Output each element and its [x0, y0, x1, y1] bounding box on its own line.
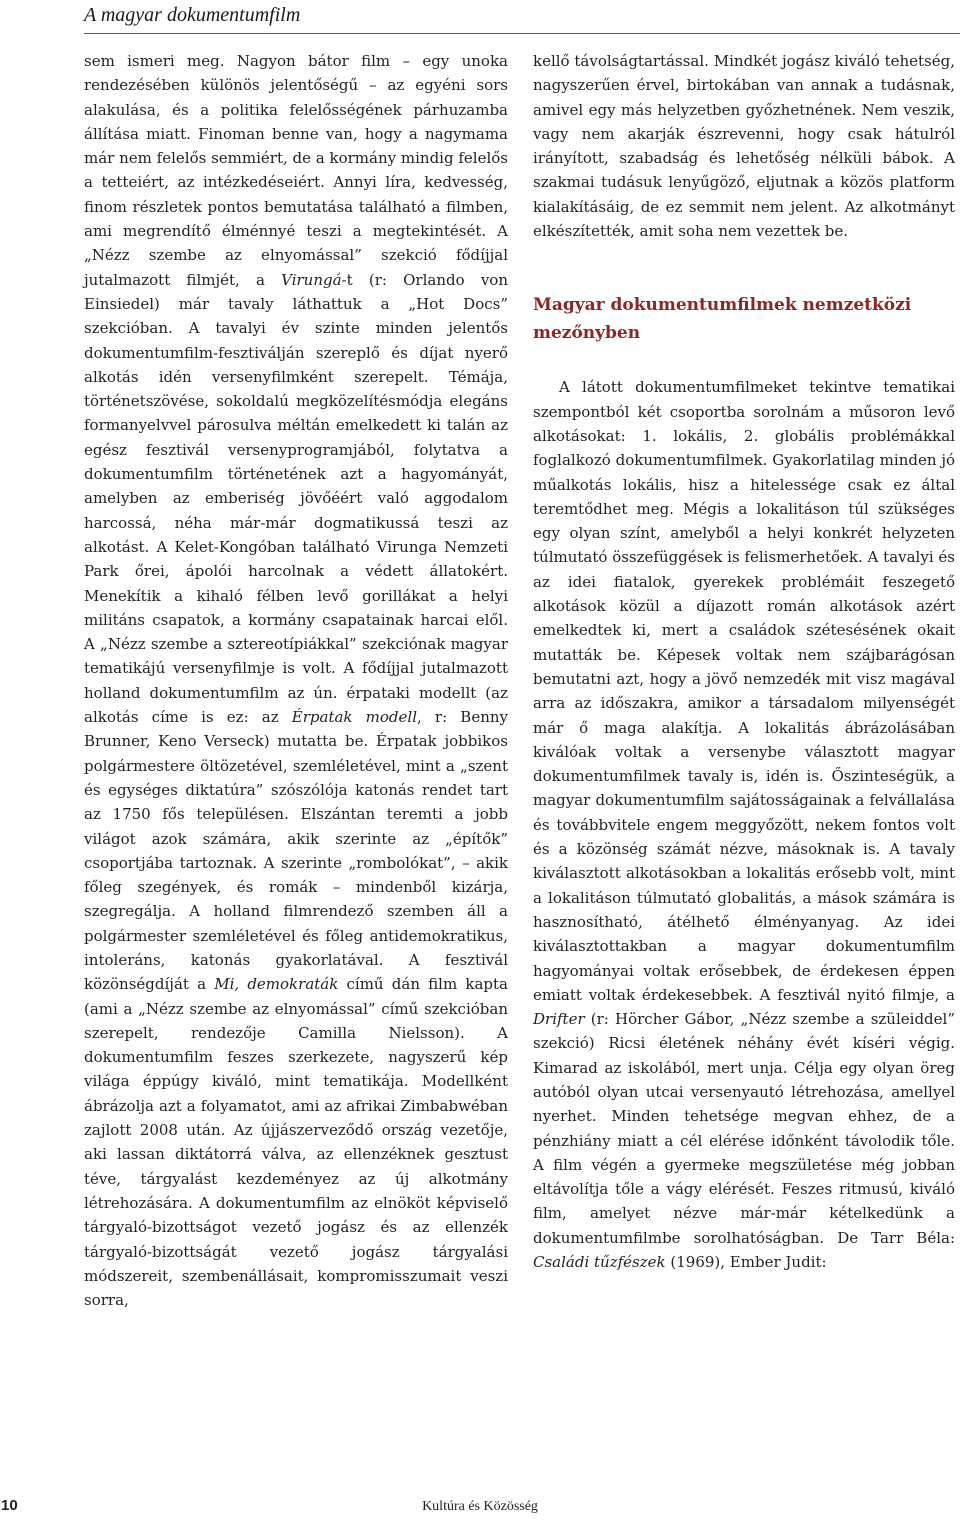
text-run: , r: Benny Brunner, Keno Verseck) mutatta be. Érpatak jobbikos polgármestere öltözetével, szemléletével, mint a „szent és egységes diktatúra” szószólója katonás rendet tart az 1750 fős településen. Elszántan teremti a jobb világot azok számára, akik szerinte az „építők” csoportjába tartoznak. A szerinte „rombolókat”, – akik főleg szegények, és romák – mindenből kizárja, szegregálja. A holland filmrendező szemben áll a polgármester szemléletével és főleg antidemokratikus, intoleráns, katonás gyakorlatával. A fesztivál közönségdíját a	[84, 708, 508, 994]
left-body-paragraph	[84, 49, 508, 1312]
film-title-virunga: Virungá	[281, 270, 342, 289]
right-body-paragraph	[533, 375, 955, 1274]
section-heading: Magyar dokumentumfilmek nemzetközi mezőnyben	[533, 295, 912, 344]
page-footer	[0, 1497, 960, 1523]
film-title-erpatak: Érpatak modell	[291, 708, 417, 727]
right-column	[533, 49, 955, 1274]
left-column	[84, 49, 508, 1312]
text-run: (1969), Ember Judit:	[665, 1253, 827, 1272]
running-title: A magyar dokumentumfilm	[84, 4, 301, 26]
text-run: című dán film kapta (ami a „Nézz szembe az elnyomással” című szekcióban szerepelt, rendezője Camilla Nielsson). A dokumentumfilm feszes szerkezete, nagyszerű kép világa éppúgy kiváló, mint tematikája. Modellként ábrázolja azt a folyamatot, ami az afrikai Zimbabwéban zajlott 2008 után. Az újjászerveződő ország vezetője, aki lassan diktátorrá válva, az ellenzéknek gesztust téve, tárgyalást kezdeményez az új alkotmány létrehozására. A dokumentumfilm az elnököt képviselő tárgyaló-bizottságot vezető jogász és az ellenzék tárgyaló-bizottságát vezető jogász tárgyalási módszereit, szembenállásait, kompromisszumait veszi sorra,	[84, 975, 508, 1310]
running-header	[84, 0, 960, 34]
text-run: -t (r: Orlando von Einsiedel) már tavaly láthattuk a „Hot Docs” szekcióban. A tavalyi év szinte minden jelentős dokumentumfilm-fesztiválján szereplő és díjat nyerő alkotás idén versenyfilmként szerepelt. Témája, történetszövése, sokoldalú megközelítésmódja elegáns formanyelvvel párosulva méltán emelkedett ki talán az egész fesztivál versenyprogramjából, folytatva a dokumentumfilm történetének azt a hagyományát, amelyben az emberiség jövőéért való aggodalom harcossá, néha már-már dogmatikussá teszi az alkotást. A Kelet-Kongóban található Virunga Nemzeti Park őrei, ápolói harcolnak a védett állatokért. Menekítik a kihaló félben levő gorillákat a helyi militáns csapatok, a kormány csapatainak harcai elől. A „Nézz szembe a sztereotípiákkal” szekciónak magyar tematikájú versenyfilmje is volt. A fődíjjal jutalmazott holland dokumentumfilm az ún. érpataki modellt (az alkotás címe is ez: az	[84, 270, 508, 727]
text-run: A látott dokumentumfilmeket tekintve tematikai szempontból két csoportba sorolnám a műsoron levő alkotásokat: 1. lokális, 2. globális problémákkal foglalkozó dokumentumfilmek. Gyakorlatilag minden jó műalkotás lokális, hisz a hitelessége csak ez által teremtődhet meg. Mégis a lokalitáson túl szükséges egy olyan színt, amelyből a helyi konkrét helyzeten túlmutató összefüggések is felismerhetőek. A tavalyi és az idei fiatalok, gyerekek problémáit feszegető alkotások közül a díjazott román alkotások azért emelkedtek ki, mert a családok szétesésének okait mutatták be. Képesek voltak nem szájbarágósan bemutatni azt, hogy a jövő nemzedék mit visz magával arra az időszakra, amikor a társadalom milyenségét már ő maga alakítja. A lokalitás ábrázolásában kiválóak voltak a versenybe választott magyar dokumentumfilmek tavaly is, idén is. Őszinteségük, a magyar dokumentumfilm sajátosságainak a felvállalása és továbbvitele engem meggyőzött, nekem fontos volt és a közönség számát nézve, másoknak is. A tavaly kiválasztott alkotásokban a lokalitás erősebb volt, mint a lokalitáson túlmutató globalitás, a mások számára is hasznosítható, átélhető élményanyag. Az idei kiválasztottakban a magyar dokumentumfilm hagyományai voltak erősebbek, de érdekesen éppen emiatt voltak érdekesebbek. A fesztivál nyitó filmje, a	[533, 378, 955, 1004]
film-title-drifter: Drifter	[533, 1010, 585, 1029]
right-continued-paragraph: kellő távolságtartással. Mindkét jogász kiváló tehetség, nagyszerűen érvel, birtokában van annak a tudásnak, amivel egy más helyzetben győzhetnének. Nem veszik, vagy nem akarják észrevenni, hogy csak hátulról irányított, szabadság és lehetőség nélküli bábok. A szakmai tudásuk lenyűgöző, eljutnak a közös platform kialakításáig, de ez semmit nem jelent. Az alkotmányt elkészítették, amit soha nem vezettek be.	[533, 52, 955, 241]
page-number: 10	[1, 1497, 18, 1514]
text-run: sem ismeri meg. Nagyon bátor film – egy unoka rendezésében különös jelentőségű – az egyéni sors alakulása, és a politika felelősségének párhuzamba állítása miatt. Finoman benne van, hogy a nagymama már nem felelős semmiért, de a kormány mindig felelős a tetteiért, az intézkedéseiért. Annyi líra, kedvesség, finom részletek pontos bemutatása található a filmben, ami megrendítő élménnyé teszi a megtekintését. A „Nézz szembe az elnyomással” szekció fődíjjal jutalmazott filmjét, a	[84, 52, 508, 289]
film-title-csaladi-tuzfeszek: Családi tűzfészek	[533, 1253, 666, 1272]
film-title-mi-demokratak: Mi, demokraták	[214, 975, 339, 994]
text-run: (r: Hörcher Gábor, „Nézz szembe a szüleiddel” szekció) Ricsi életének néhány évét kíséri végig. Kimarad az iskolából, mert unja. Célja egy olyan öreg autóból olyan utcai versenyautó létrehozása, amellyel nyerhet. Minden tehetsége megvan ehhez, de a pénzhiány miatt a cél elérése időnként távolodik tőle. A film végén a gyermeke megszületése még jobban eltávolítja tőle a vágy elérését. Feszes ritmusú, kiváló film, amelyet nézve már-már kételkedünk a dokumentumfilmbe sorolhatóságban. De Tarr Béla:	[533, 1010, 955, 1247]
journal-name: Kultúra és Közösség	[422, 1499, 538, 1514]
